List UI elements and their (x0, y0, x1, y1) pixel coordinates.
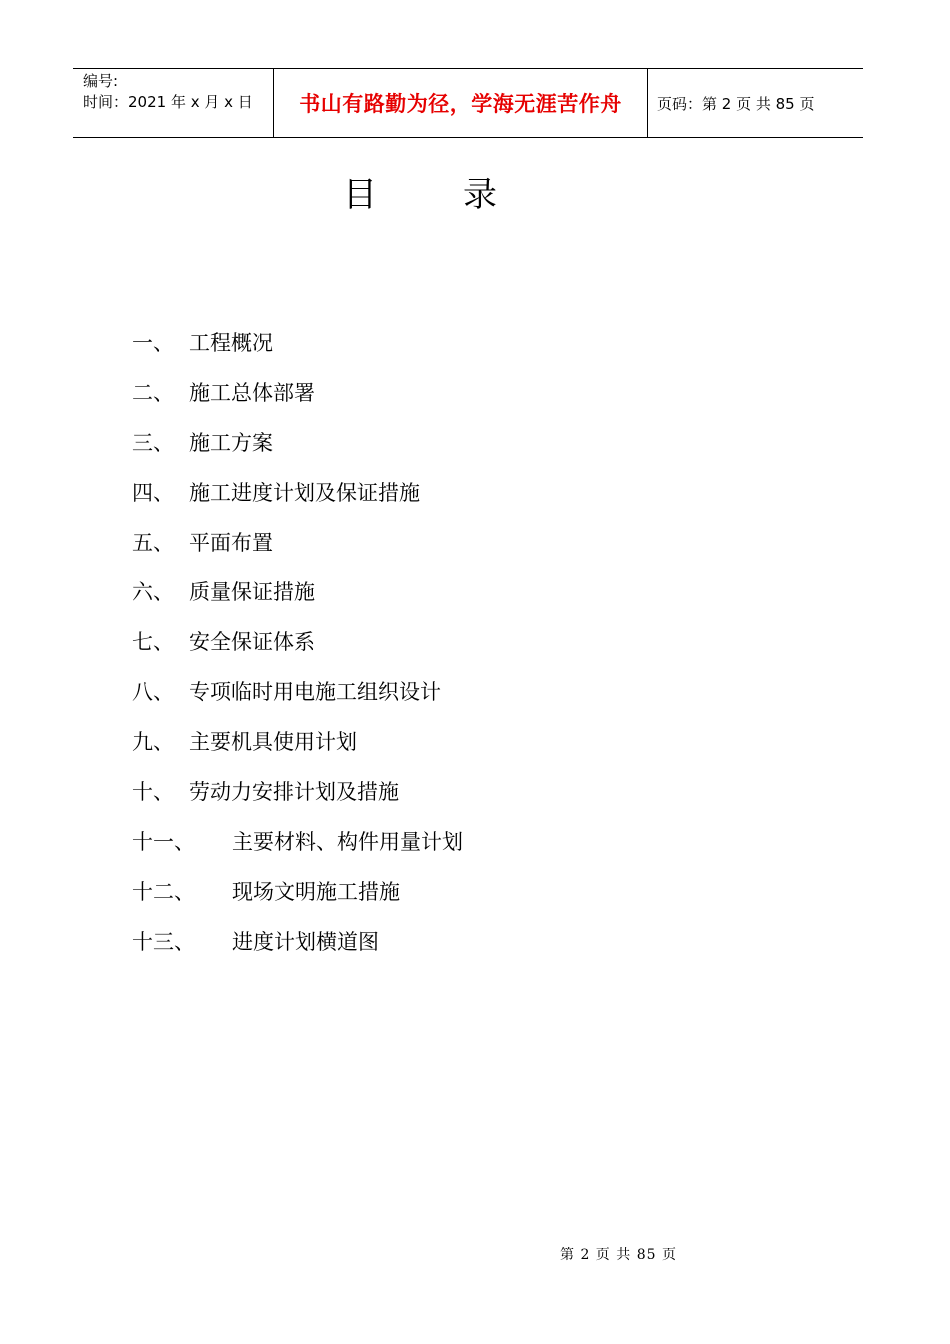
toc-item-number: 七、 (132, 630, 174, 655)
toc-item (132, 924, 463, 974)
toc-item-number: 五、 (132, 530, 174, 555)
toc-item-number: 一、 (132, 331, 174, 355)
toc-item (132, 375, 463, 425)
toc-item-text: 施工方案 (189, 430, 273, 455)
toc-item-text: 进度计划横道图 (232, 929, 379, 954)
page-header (73, 68, 863, 138)
toc-item-number: 六、 (132, 580, 174, 605)
toc-item-text: 现场文明施工措施 (232, 879, 400, 904)
toc-item-number: 四、 (132, 480, 174, 505)
toc-item-text: 施工总体部署 (189, 380, 315, 405)
toc-item-text: 安全保证体系 (189, 630, 315, 655)
toc-item-number: 十、 (132, 780, 174, 805)
toc-item (132, 475, 463, 525)
toc-item-number: 二、 (132, 380, 174, 405)
toc-item (132, 425, 463, 475)
toc-item-text: 质量保证措施 (189, 580, 315, 605)
table-of-contents (132, 325, 463, 974)
time-label: 时间：2021 年 x 月 x 日 (83, 93, 253, 111)
toc-item-number: 十一、 (132, 829, 195, 854)
toc-item-text: 劳动力安排计划及措施 (189, 780, 399, 805)
toc-item (132, 874, 463, 924)
header-page-info: 页码：第 2 页 共 85 页 (657, 94, 815, 113)
header-motto: 书山有路勤为径，学海无涯苦作舟 (274, 69, 648, 137)
toc-item-number: 十三、 (132, 929, 195, 954)
toc-item-number: 九、 (132, 730, 174, 755)
toc-item-number: 八、 (132, 680, 174, 705)
header-meta (73, 69, 274, 137)
toc-item (132, 624, 463, 674)
toc-item-text: 平面布置 (189, 530, 273, 555)
toc-item-text: 主要材料、构件用量计划 (232, 829, 463, 854)
toc-item (132, 325, 463, 375)
toc-item-text: 工程概况 (189, 331, 273, 355)
toc-item (132, 674, 463, 724)
toc-item (132, 824, 463, 874)
toc-item-text: 专项临时用电施工组织设计 (189, 680, 441, 705)
code-label: 编号: (83, 72, 119, 90)
toc-item (132, 574, 463, 624)
toc-item (132, 724, 463, 774)
toc-item-number: 三、 (132, 430, 174, 455)
toc-item (132, 525, 463, 575)
title-part-2: 录 (463, 175, 497, 215)
title-part-1: 目 (343, 175, 377, 215)
toc-item (132, 774, 463, 824)
toc-item-text: 施工进度计划及保证措施 (189, 480, 420, 505)
toc-item-text: 主要机具使用计划 (189, 730, 357, 755)
footer-page-number: 第 2 页 共 85 页 (560, 1247, 677, 1263)
toc-item-number: 十二、 (132, 879, 195, 904)
